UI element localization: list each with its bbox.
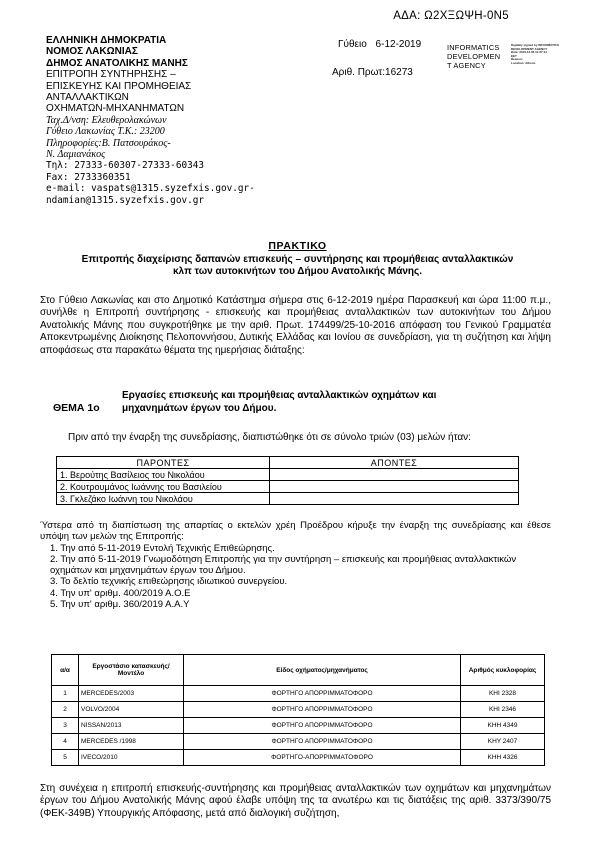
table-row [57,469,519,481]
cell-model: MERCEDES/2003 [79,686,184,702]
cell-type: ΦΟΡΤΗΓΟ ΑΠΟΡΡΙΜΜΑΤΟΦΟΡΟ [184,686,461,702]
ada-code: ΑΔΑ: Ω2ΧΞΩΨΗ-0Ν5 [393,10,509,22]
present-header: ΠΑΡΟΝΤΕΣ [57,457,270,469]
table-row [52,702,545,718]
phone-line: Τηλ: 27333-60307-27333-60343 [46,160,205,172]
issuer-header [46,35,261,206]
cell-model: VOLVO/2004 [79,702,184,718]
thema-label: ΘΕΜΑ 1ο [53,402,100,414]
table-row [57,481,519,493]
cell-plate: ΚΗΗ 4349 [461,718,545,734]
cell-model: MERCEDES /1998 [79,734,184,750]
signature-detail-line: EET [511,53,517,58]
table-row [52,686,545,702]
signature-details [511,44,571,66]
document-subtitle [40,254,555,279]
subtitle-line: κλπ των αυτοκινήτων του Δήμου Ανατολικής Μάνης. [172,266,423,278]
signature-detail-line: Location: Athens [511,60,536,65]
table-row [52,734,545,750]
vehicles-table [51,654,545,766]
cell-plate: ΚΗΥ 2407 [461,734,545,750]
attendance-intro: Πριν από την έναρξη της συνεδρίασης, διαπιστώθηκε ότι σε σύνολο τριών (03) μελών ήταν: [68,432,471,443]
cell-type: ΦΟΡΤΗΓΟ ΑΠΟΡΡΙΜΜΑΤΟΦΟΡΟ [184,734,461,750]
info-line: Πληροφορίες:Β. Πατσουράκος- [46,137,171,149]
email-line: ndamian@1315.syzefxis.gov.gr [46,194,205,206]
table-row [57,493,519,505]
col-header-plate: Αριθμός κυκλοφορίας [461,655,545,686]
present-member: 3. Γκλεζάκο Ιωάννη του Νικολάου [57,493,270,505]
cell-type: ΦΟΡΤΗΓΟ ΑΠΟΡΡΙΜΜΑΤΟΦΟΡΟ [184,702,461,718]
list-item: 5. Την υπ' αριθμ. 360/2019 Α.Α.Υ [50,599,190,611]
signature-detail-line: Reason: [511,57,523,62]
signature-detail-line: DEVELOPMENT AGENCY [511,46,548,51]
thema-text-line: Εργασίες επισκευής και προμήθειας ανταλλακτικών οχημάτων και [122,390,437,401]
table-header-row [57,457,519,469]
list-item: 2. Την από 5-11-2019 Γνωμοδότηση Επιτροπής για την συντήρηση – επισκευής και προμήθειας ανταλλακτικών οχημάτων και μηχανημάτων έργων του Δήμου. [50,553,517,577]
absent-member [270,469,519,481]
list-item: 4. Την υπ' αριθμ. 400/2019 Α.Ο.Ε [50,587,191,599]
signature-detail-line: Digitally signed by INFORMATICS [511,43,559,47]
state-name: ΕΛΛΗΝΙΚΗ ΔΗΜΟΚΡΑΤΙΑ [46,35,167,46]
list-item: 3. Το δελτίο τεχνικής επιθεώρησης ιδιωτικού συνεργείου. [50,576,288,588]
committee-line: ΑΝΤΑΛΛΑΚΤΙΚΩΝ [46,92,129,104]
absent-member [270,493,519,505]
fax-line: Fax: 2733360351 [46,171,131,183]
info-line: Ν. Δαμιανάκος [46,149,106,161]
table-row [52,718,545,734]
cell-plate: ΚΗΙ 2328 [461,686,545,702]
committee-line: ΟΧΗΜΑΤΩΝ-ΜΗΧΑΝΗΜΑΤΩΝ [46,103,185,115]
cell-aa: 4 [52,734,79,750]
closing-paragraph: Στη συνέχεια η επιτροπή επισκευής-συντήρησης και προμήθειας ανταλλακτικών των οχημάτων και μηχανημάτων έργων του Δήμου Ανατολικής Μάνης αφού έλαβε υπόψη της τα ανωτέρω και τις διατάξεις της αριθ. 3373/390/75 (ΦΕΚ-349Β) Υπουργικής Απόφασης, μετά από διαλογική συζήτηση, [40,783,551,819]
cell-aa: 5 [52,750,79,766]
stamp-line: DEVELOPMEN [447,51,501,61]
attendance-table [56,456,519,505]
cell-aa: 3 [52,718,79,734]
stamp-line: T AGENCY [447,60,486,70]
table-header-row [52,655,545,686]
thema-text [122,390,512,415]
cell-model: NISSAN/2013 [79,718,184,734]
municipality-name: ΔΗΜΟΣ ΑΝΑΤΟΛΙΚΗΣ ΜΑΝΗΣ [46,57,188,69]
cell-type: ΦΟΡΤΗΓΟ-ΑΠΟΡΡΙΜΜΑΤΟΦΟΡΟ [184,750,461,766]
postal-line: Γύθειο Λακωνίας Τ.Κ.: 23200 [46,126,165,138]
cell-aa: 1 [52,686,79,702]
present-member: 2. Κουτρουμάνος Ιωάννης του Βασιλείου [57,481,270,493]
proceedings-section [40,520,551,610]
email-line: e-mail: vaspats@1315.syzefxis.gov.gr- [46,183,255,195]
present-member: 1. Βερούτης Βασίλειος του Νικολάου [57,469,270,481]
list-item: 1. Την από 5-11-2019 Εντολή Τεχνικής Επιθεώρησης. [50,542,275,554]
signature-detail-line: Date: 2019.12.06 11:27:11 [511,50,547,55]
digital-signature-stamp [447,44,500,70]
cell-plate: ΚΗΗ 4326 [461,750,545,766]
col-header-type: Είδος οχήματος/μηχανήματος [184,655,461,686]
subtitle-line: Επιτροπής διαχείρισης δαπανών επισκευής – συντήρησης και προμήθειας ανταλλακτικών [81,254,514,265]
document-title: ΠΡΑΚΤΙΚΟ [268,240,327,252]
absent-member [270,481,519,493]
proceedings-paragraph: Ύστερα από τη διαπίστωση της απαρτίας ο εκτελών χρέη Προέδρου κήρυξε την έναρξη της συνεδρίασης και έθεσε υπόψη των μελών της Επιτροπής: [40,520,551,543]
committee-line: ΕΠΙΣΚΕΥΗΣ ΚΑΙ ΠΡΟΜΗΘΕΙΑΣ [46,80,192,92]
committee-line: ΕΠΙΤΡΟΠΗ ΣΥΝΤΗΡΗΣΗΣ – [46,69,176,81]
address-line: Ταχ.Δ/νση: Ελευθερολακώνων [46,114,167,126]
stamp-line: INFORMATICS [447,43,500,52]
protocol-number: Αριθ. Πρωτ:16273 [332,67,413,78]
absent-header: ΑΠΟΝΤΕΣ [270,457,519,469]
thema-text-line: μηχανημάτων έργων του Δήμου. [122,402,277,414]
cell-plate: ΚΗΙ 2346 [461,702,545,718]
intro-paragraph: Στο Γύθειο Λακωνίας και στο Δημοτικό Κατάστημα σήμερα στις 6-12-2019 ημέρα Παρασκευή και ώρα 11:00 π.μ., συνήλθε η Επιτροπή συντήρησης - επισκευής και προμήθειας ανταλλακτικών των αυτοκινήτων του Δήμου Ανατολικής Μάνης που συγκροτήθηκε με την αριθ. Πρωτ. 174499/25-10-2016 απόφαση του Γενικού Γραμματέα Αποκεντρωμένης Διοίκησης Πελοποννήσου, Δυτικής Ελλάδας και Ιονίου σε συνεδρίαση, για τη συζήτηση και λήψη αποφάσεως στα παρακάτω θέματα της ημερήσιας διάταξης: [40,295,551,356]
date-line: Γύθειο 6-12-2019 [338,39,422,50]
col-header-aa: α/α [52,655,79,686]
prefecture-name: ΝΟΜΟΣ ΛΑΚΩΝΙΑΣ [46,46,138,58]
table-row [52,750,545,766]
cell-model: IVECO/2010 [79,750,184,766]
col-header-model: Εργοστάσιο κατασκευής/Μοντέλο [79,655,184,686]
cell-aa: 2 [52,702,79,718]
cell-type: ΦΟΡΤΗΓΟ ΑΠΟΡΡΙΜΜΑΤΟΦΟΡΟ [184,718,461,734]
